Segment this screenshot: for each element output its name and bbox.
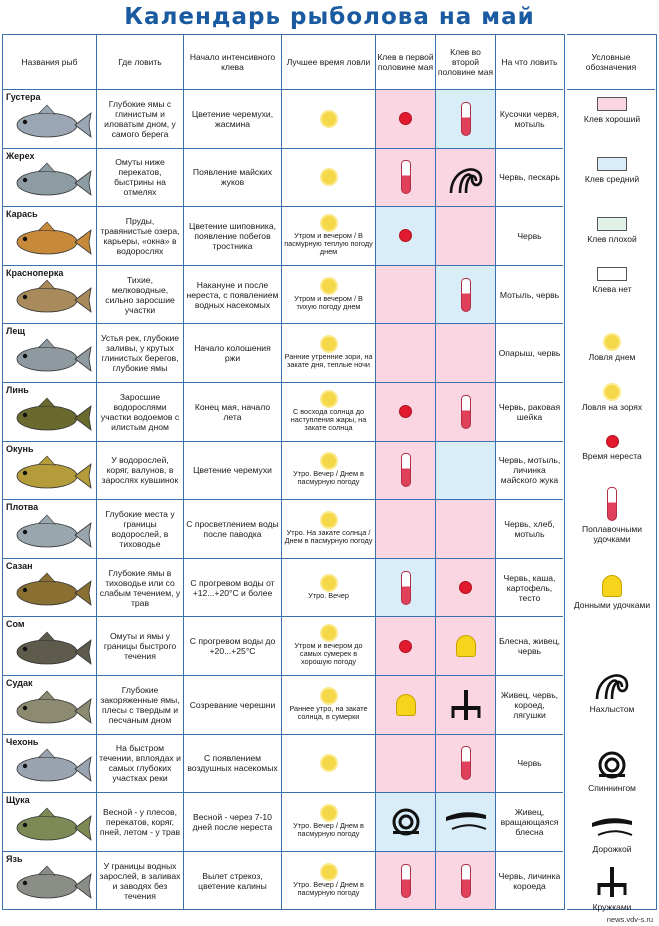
legend-item [567, 575, 657, 610]
bite-second-half [436, 90, 496, 148]
sun-icon [605, 385, 619, 399]
bite-start: Начало колошения ржи [184, 324, 282, 382]
legend-label: Время нереста [582, 451, 642, 461]
fish-name: Судак [6, 678, 33, 688]
best-time-text: Утро. Вечер / Днем в пасмурную погоду [293, 469, 364, 487]
legend-swatch [597, 157, 627, 171]
bait: Червь, хлеб, мотыль [504, 518, 555, 539]
header-first-half: Клев в первой половине мая [376, 35, 436, 90]
sun-icon [322, 756, 336, 770]
sun-icon [322, 513, 336, 527]
bite-start: С прогревом воды от +12...+20°С и более [184, 559, 282, 617]
fish-image [7, 103, 93, 145]
circle-float-icon [595, 865, 629, 899]
spawning-dot-icon [399, 405, 412, 418]
fish-name: Плотва [6, 502, 39, 513]
best-time [282, 207, 376, 265]
float-rod-icon [401, 864, 411, 898]
fish-name: Линь [6, 385, 29, 395]
legend-item [567, 217, 657, 244]
float-rod-icon [461, 864, 471, 898]
best-time [282, 324, 376, 382]
spawning-dot-icon [459, 581, 472, 594]
best-time [282, 617, 376, 675]
where-to-fish: Глубокие закоряженные ямы, плесы с твердым и песчаным дном [97, 676, 184, 734]
fish-image [7, 747, 93, 789]
table-row [3, 266, 563, 325]
fish-name: Окунь [6, 443, 34, 454]
best-time [282, 90, 376, 148]
sun-icon [322, 806, 336, 820]
best-time-text: Утром и вечером до самых сумерек в хорошую погоду [294, 641, 363, 667]
legend-label: Клев хороший [583, 114, 641, 124]
table-row [3, 383, 563, 442]
where-to-fish: Глубокие ямы в тиховодье или со слабым течением, у трав [97, 559, 184, 617]
best-time-text: Утро. Вечер [308, 590, 349, 600]
float-rod-icon [461, 278, 471, 312]
best-time-text: С восхода солнца до наступления жары, на закате солнца [290, 406, 367, 432]
table-row [3, 442, 563, 501]
bite-first-half [376, 500, 436, 558]
bite-second-half [436, 852, 496, 910]
header-name: Названия рыб [3, 35, 97, 90]
fish-image [7, 220, 93, 262]
bait: Опарыш, червь [498, 348, 561, 359]
trolling-icon [442, 809, 490, 835]
legend-item [567, 435, 657, 461]
table-row [3, 207, 563, 266]
fish-image [7, 806, 93, 848]
legend-item [567, 97, 657, 124]
bite-first-half [376, 324, 436, 382]
fish-image [7, 630, 93, 672]
bite-first-half [376, 559, 436, 617]
bait: Червь [517, 230, 542, 241]
legend-item [567, 750, 657, 793]
bait: Живец, червь, короед, лягушки [500, 689, 559, 720]
source-footer: news.vdv-s.ru [606, 915, 653, 924]
fish-name: Сом [6, 619, 25, 630]
best-time [282, 500, 376, 558]
circle-float-icon [449, 688, 483, 722]
table-row [3, 324, 563, 383]
bite-start: Появление майских жуков [184, 149, 282, 207]
bite-first-half [376, 266, 436, 324]
header-start: Начало интенсивного клева [184, 35, 282, 90]
sun-icon [322, 112, 336, 126]
bite-first-half [376, 617, 436, 675]
where-to-fish: Глубокие места у границы водорослей, в тиховодье [97, 500, 184, 558]
legend-item [567, 335, 657, 362]
bite-first-half [376, 735, 436, 793]
legend-swatch [597, 97, 627, 111]
best-time-text: Раннее утро, на закате солнца, в сумерки [289, 703, 368, 721]
sun-icon [322, 626, 336, 640]
fly-hook-icon [446, 159, 486, 195]
bite-start: Накануне и после нереста, с появлением водных насекомых [184, 266, 282, 324]
sun-icon [322, 392, 336, 406]
float-rod-icon [461, 395, 471, 429]
bite-start: Созревание черешни [184, 676, 282, 734]
best-time [282, 559, 376, 617]
table-row [3, 559, 563, 618]
bite-start: С прогревом воды до +20...+25°С [184, 617, 282, 675]
bait: Кусочки червя, мотыль [499, 108, 560, 129]
table-row [3, 90, 563, 149]
best-time [282, 442, 376, 500]
legend-item [567, 157, 657, 184]
spawning-dot-icon [399, 229, 412, 242]
float-rod-icon [607, 487, 617, 521]
fly-hook-icon [592, 665, 632, 701]
bait: Червь [517, 758, 542, 769]
best-time-text: Утро. На закате солнца / Днем в пасмурную погоду [284, 527, 373, 545]
spinning-reel-icon [597, 750, 627, 780]
bite-second-half [436, 735, 496, 793]
bite-second-half [436, 676, 496, 734]
table-row [3, 676, 563, 735]
bite-start: Весной - через 7-10 дней после нереста [184, 793, 282, 851]
legend-swatch [597, 267, 627, 281]
fish-name: Красноперка [6, 267, 64, 278]
where-to-fish: Устья рек, глубокие заливы, у крутых глинистых берегов, глубокие ямы [97, 324, 184, 382]
header-where: Где ловить [97, 35, 184, 90]
bite-first-half [376, 149, 436, 207]
trolling-icon [588, 815, 636, 841]
table-row [3, 793, 563, 852]
legend-label: Дорожкой [592, 844, 632, 854]
table-row [3, 500, 563, 559]
legend-label: Клев средний [584, 174, 640, 184]
header-bait: На что ловить [496, 35, 563, 90]
sun-icon [322, 689, 336, 703]
table-row [3, 735, 563, 794]
table-row [3, 149, 563, 208]
best-time [282, 735, 376, 793]
float-rod-icon [401, 453, 411, 487]
bite-start: Цветение черемухи, жасмина [184, 90, 282, 148]
best-time-text: Ранние утренние зори, на закате дня, теплые ночи [284, 352, 373, 370]
best-time [282, 266, 376, 324]
sun-icon [322, 337, 336, 351]
bite-start: Цветение шиповника, появление побегов тростника [184, 207, 282, 265]
bite-start: Цветение черемухи [184, 442, 282, 500]
best-time-text: Утром и вечером / В тихую погоду днем [294, 293, 363, 311]
bite-second-half [436, 559, 496, 617]
fish-name: Щука [6, 795, 30, 806]
sun-icon [322, 279, 336, 293]
best-time [282, 852, 376, 910]
legend-label: Нахлыстом [589, 704, 635, 714]
sun-icon [322, 454, 336, 468]
legend-label: Поплавочными удочками [582, 524, 642, 544]
fish-name: Карась [6, 209, 38, 220]
bite-second-half [436, 207, 496, 265]
spinning-reel-icon [391, 807, 421, 837]
fish-image [7, 278, 93, 320]
table-row [3, 617, 563, 676]
best-time [282, 793, 376, 851]
bait: Червь, мотыль, личинка майского жука [498, 455, 561, 486]
legend-panel [567, 34, 657, 910]
fish-name: Язь [6, 853, 23, 864]
bite-second-half [436, 266, 496, 324]
header-time: Лучшее время ловли [282, 35, 376, 90]
bite-first-half [376, 852, 436, 910]
fish-name: Чехонь [6, 736, 39, 747]
bite-first-half [376, 207, 436, 265]
where-to-fish: Пруды, травянистые озера, карьеры, «окна» в водорослях [97, 207, 184, 265]
where-to-fish: У водорослей, коряг, валунов, в зарослях кувшинок [97, 442, 184, 500]
legend-label: Ловля на зорях [581, 402, 643, 412]
legend-item [567, 815, 657, 854]
legend-label: Клев плохой [587, 234, 637, 244]
header-second-half: Клев во второй половине мая [436, 35, 496, 90]
where-to-fish: На быстром течении, вплоядах и самых глубоких участках реки [97, 735, 184, 793]
bell-icon [456, 635, 476, 657]
legend-label: Ловля днем [588, 352, 636, 362]
fish-name: Жерех [6, 150, 35, 161]
bite-first-half [376, 793, 436, 851]
bait: Червь, пескарь [499, 172, 560, 183]
spawning-dot-icon [606, 435, 619, 448]
calendar-table [2, 34, 565, 910]
bite-second-half [436, 793, 496, 851]
bell-icon [396, 694, 416, 716]
legend-item [567, 665, 657, 714]
fish-image [7, 161, 93, 203]
float-rod-icon [401, 160, 411, 194]
bite-start: Вылет стрекоз, цветение калины [184, 852, 282, 910]
legend-label: Спиннингом [588, 783, 636, 793]
fish-image [7, 513, 93, 555]
float-rod-icon [461, 746, 471, 780]
fish-name: Сазан [6, 560, 33, 571]
legend-label: Клева нет [592, 284, 632, 294]
sun-icon [322, 170, 336, 184]
bite-start: С появлением воздушных насекомых [184, 735, 282, 793]
legend-label: Донными удочками [573, 600, 651, 610]
best-time-text: Утро. Вечер / Днем в пасмурную погоду [293, 879, 364, 897]
fish-image [7, 689, 93, 731]
page-title: Календарь рыболова на май [0, 0, 659, 34]
spawning-dot-icon [399, 112, 412, 125]
spawning-dot-icon [399, 640, 412, 653]
fish-image [7, 396, 93, 438]
where-to-fish: Заросшие водорослями участки водоемов с илистым дном [97, 383, 184, 441]
sun-icon [322, 576, 336, 590]
bait: Червь, личинка короеда [498, 870, 561, 891]
float-rod-icon [461, 102, 471, 136]
best-time [282, 383, 376, 441]
where-to-fish: Омуты и ямы у границы быстрого течения [97, 617, 184, 675]
best-time-text: Утром и вечером / В пасмурную теплую погоду днем [284, 230, 373, 256]
bite-second-half [436, 324, 496, 382]
bait: Червь, раковая шейка [498, 401, 561, 422]
legend-swatch [597, 217, 627, 231]
bite-start: С просветлением воды после паводка [184, 500, 282, 558]
bait: Блесна, живец, червь [498, 636, 561, 657]
bell-icon [602, 575, 622, 597]
where-to-fish: У границы водных зарослей, в заливах и заводях без течения [97, 852, 184, 910]
best-time [282, 149, 376, 207]
fish-image [7, 571, 93, 613]
bait: Живец, вращающаяся блесна [500, 806, 559, 837]
legend-item [567, 385, 657, 412]
bite-start: Конец мая, начало лета [184, 383, 282, 441]
bite-second-half [436, 617, 496, 675]
fish-name: Лещ [6, 326, 25, 337]
bite-first-half [376, 90, 436, 148]
legend-item [567, 865, 657, 912]
bite-second-half [436, 383, 496, 441]
bait: Мотыль, червь [499, 289, 560, 300]
fish-name: Густера [6, 92, 41, 102]
where-to-fish: Глубокие ямы с глинистым и иловатым дном, у самого берега [97, 90, 184, 148]
legend-label: Кружками [592, 902, 632, 912]
bite-second-half [436, 442, 496, 500]
where-to-fish: Тихие, мелководные, сильно заросшие участки [97, 266, 184, 324]
legend-header: Условные обозначения [567, 35, 655, 90]
fish-image [7, 454, 93, 496]
where-to-fish: Весной - у плесов, перекатов, коряг, пней, летом - у трав [97, 793, 184, 851]
sun-icon [322, 865, 336, 879]
bite-second-half [436, 500, 496, 558]
bite-first-half [376, 383, 436, 441]
bite-first-half [376, 442, 436, 500]
where-to-fish: Омуты ниже перекатов, быстрины на отмелях [97, 149, 184, 207]
sun-icon [322, 216, 336, 230]
bite-first-half [376, 676, 436, 734]
bite-second-half [436, 149, 496, 207]
float-rod-icon [401, 571, 411, 605]
fish-image [7, 337, 93, 379]
table-row [3, 852, 563, 911]
legend-item [567, 267, 657, 294]
legend-item [567, 487, 657, 544]
best-time [282, 676, 376, 734]
sun-icon [605, 335, 619, 349]
fish-image [7, 864, 93, 906]
best-time-text: Утро. Вечер / Днем в пасмурную погоду [293, 820, 364, 838]
bait: Червь, каша, картофель, тесто [503, 572, 556, 603]
